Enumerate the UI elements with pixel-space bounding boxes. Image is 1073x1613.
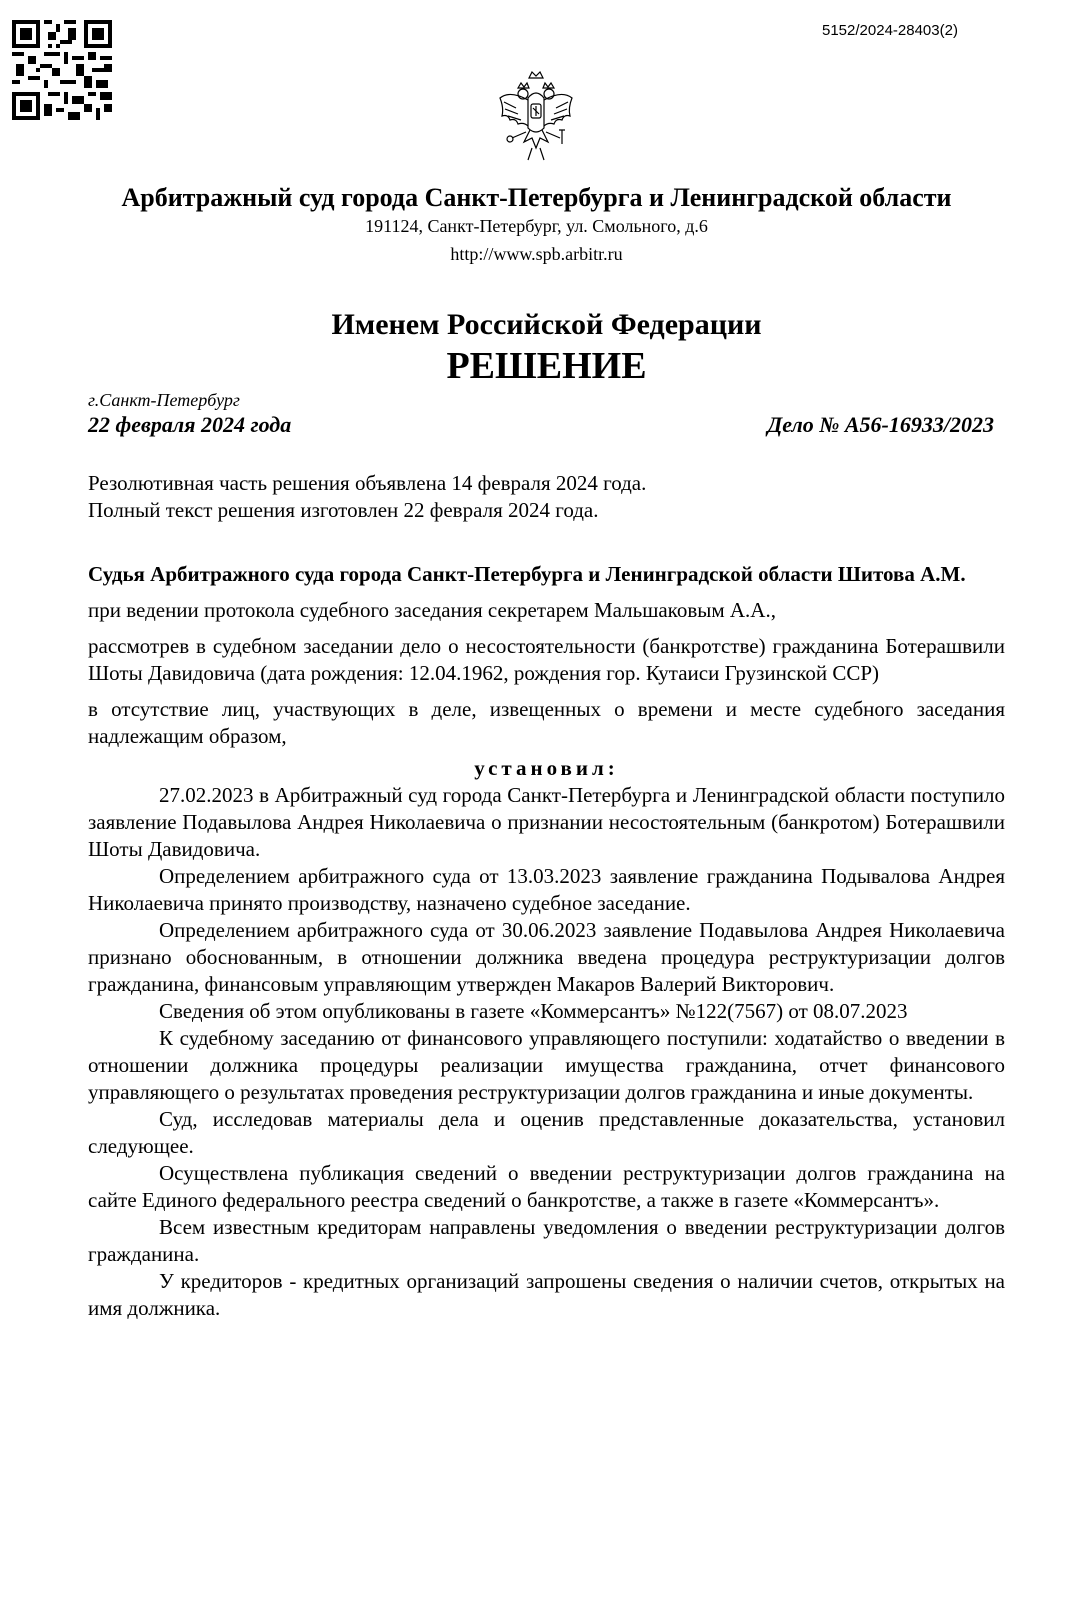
body-paragraph: Определением арбитражного суда от 30.06.2023 заявление Подавылова Андрея Николаевича признано обоснованным, в отношении должника введена процедура реструктуризации долгов гражданина, финансовым управляющим утвержден Макаров Валерий Викторович. <box>88 918 1005 996</box>
body-paragraph: Определением арбитражного суда от 13.03.2023 заявление гражданина Подывалова Андрея Николаевича принято производству, назначено судебное заседание. <box>88 864 1005 915</box>
decision-title: РЕШЕНИЕ <box>446 345 647 387</box>
document-number: 5152/2024-28403(2) <box>822 22 958 39</box>
body-paragraph: Всем известным кредиторам направлены уведомления о введении реструктуризации долгов гражданина. <box>88 1215 1005 1266</box>
city: г.Санкт-Петербург <box>88 390 240 410</box>
resolution-line: Резолютивная часть решения объявлена 14 февраля 2024 года. <box>88 471 647 495</box>
body-paragraph: Сведения об этом опубликованы в газете «Коммерсантъ» №122(7567) от 08.07.2023 <box>159 999 908 1023</box>
court-name: Арбитражный суд города Санкт-Петербурга и Ленинградской области <box>121 183 952 212</box>
document-body <box>88 470 1005 1322</box>
absence-paragraph: в отсутствие лиц, участвующих в деле, извещенных о времени и месте судебного заседания надлежащим образом, <box>88 697 1005 748</box>
decision-date: 22 февраля 2024 года <box>88 412 292 437</box>
judge-line: Судья Арбитражного суда города Санкт-Петербурга и Ленинградской области Шитова А.М. <box>88 562 966 586</box>
case-number: Дело № А56-16933/2023 <box>767 412 994 437</box>
russian-coat-of-arms-icon <box>496 68 576 168</box>
body-paragraph: 27.02.2023 в Арбитражный суд города Санкт-Петербурга и Ленинградской области поступило заявление Подавылова Андрея Николаевича о признании несостоятельным (банкротом) Ботерашвили Шоты Давидовича. <box>88 783 1005 861</box>
body-paragraph: Осуществлена публикация сведений о введении реструктуризации долгов гражданина на сайте Единого федерального реестра сведений о банкротстве, а также в газете «Коммерсантъ». <box>88 1161 1005 1212</box>
qr-code-icon <box>12 20 112 120</box>
established-label: установил: <box>474 756 619 780</box>
body-paragraph: У кредиторов - кредитных организаций запрошены сведения о наличии счетов, открытых на имя должника. <box>88 1269 1005 1320</box>
court-website[interactable]: http://www.spb.arbitr.ru <box>450 244 623 264</box>
secretary-line: при ведении протокола судебного заседания секретарем Мальшаковым А.А., <box>88 598 776 622</box>
full-text-line: Полный текст решения изготовлен 22 февраля 2024 года. <box>88 498 599 522</box>
body-paragraph: Суд, исследовав материалы дела и оценив представленные доказательства, установил следующее. <box>88 1107 1005 1158</box>
in-the-name-heading: Именем Российской Федерации <box>331 308 762 341</box>
considering-paragraph: рассмотрев в судебном заседании дело о несостоятельности (банкротстве) гражданина Ботерашвили Шоты Давидовича (дата рождения: 12.04.1962, рождения гор. Кутаиси Грузинской ССР) <box>88 634 1005 685</box>
court-address: 191124, Санкт-Петербург, ул. Смольного, д.6 <box>365 216 708 236</box>
body-paragraph: К судебному заседанию от финансового управляющего поступили: ходатайство о введении в отношении должника процедуры реализации имущества гражданина, отчет финансового управляющего о результатах проведения реструктуризации долгов гражданина и иные документы. <box>88 1026 1005 1104</box>
